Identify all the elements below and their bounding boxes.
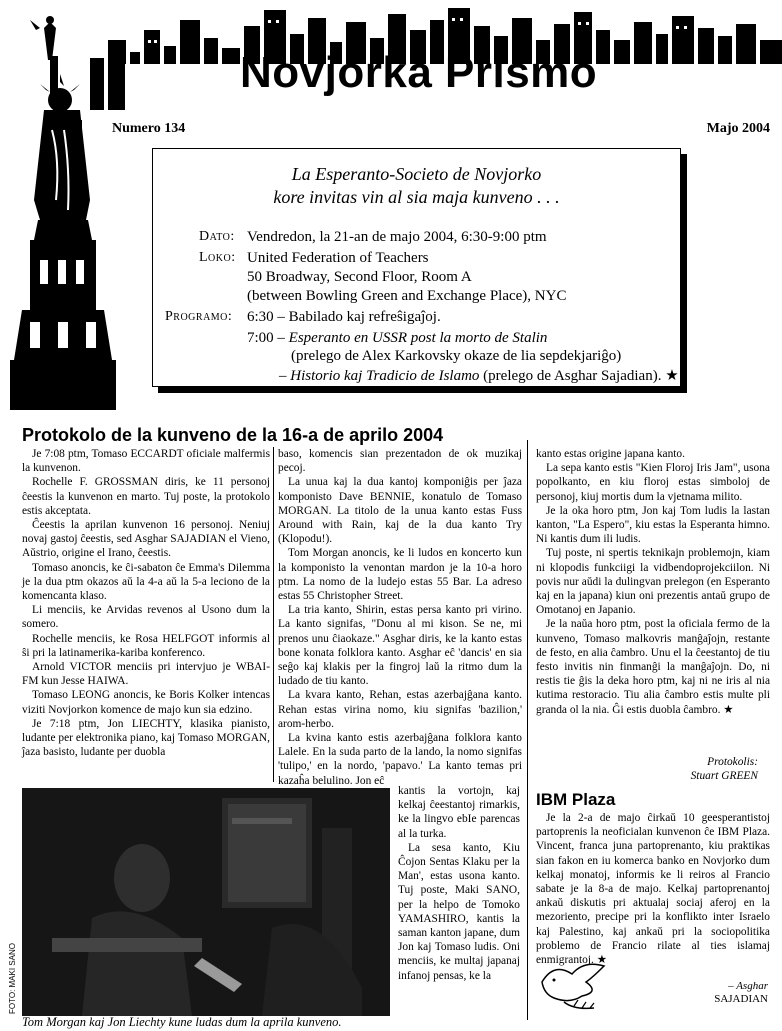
- dove-icon: [534, 952, 614, 1018]
- program-2-title: – Esperanto en USSR post la morto de Stalin: [277, 330, 548, 346]
- article-column-2-continued: [398, 784, 520, 983]
- concert-photo: [22, 788, 390, 1016]
- program-item-2: [247, 329, 547, 348]
- paragraph: Je la oka horo ptm, Jon kaj Tom ludis la lastan kanton, "La Espero", kiu estas la Esperanta himno. Ni kantis dum ili ludis.: [536, 504, 770, 546]
- paragraph: Je la 2-a de majo ĉirkaŭ 10 geesperantistoj partoprenis la neoficialan kunvenon ĉe IBM Plaza. Vincent, franca juna partoprenanto, kiu praktikas sian fakon en iu komerca banko en Novjorko dum kelkaj monatoj, informis ke li reiros al Francio sabate je la 8-a de majo. Kelkaj partoprenantoj ankaŭ diskutis pri aktualaj sociaj aferoj en la mezoriento, precipe pri la konflikto inter Israelo kaj Palestino, kaj ankaŭ pri la sociopolitika problemo de Francio rilate al ties islamaj enmigrantoj. ★: [536, 812, 770, 967]
- loko-line-1: United Federation of Teachers: [247, 250, 429, 266]
- paragraph: kanto estas origine japana kanto.: [536, 448, 685, 460]
- article-headline: Protokolo de la kunveno de la 16-a de aprilo 2004: [22, 425, 444, 445]
- dato-value: Vendredon, la 21-an de majo 2004, 6:30-9:00 ptm: [247, 229, 547, 245]
- ibm-author: [640, 980, 768, 1006]
- program-item-3: [279, 367, 679, 386]
- statue-of-liberty-illustration: [0, 0, 125, 410]
- issue-date: Majo 2004: [706, 121, 770, 136]
- signoff-name: Stuart GREEN: [690, 770, 758, 782]
- article-column-3: [536, 447, 770, 717]
- star-icon: ★: [36, 27, 44, 36]
- program-1-text: – Babilado kaj refreŝigaĵoj.: [277, 309, 441, 325]
- paragraph: Tomaso LEONG anoncis, ke Boris Kolker intencas viziti Novjorkon komence de majo kun sia edzino.: [22, 689, 270, 716]
- invite-line-2: kore invitas vin al sia maja kunveno . . .: [273, 187, 560, 207]
- program-3-title: – Historio kaj Tradicio de Islamo: [279, 368, 480, 384]
- program-item-1: [247, 308, 441, 327]
- paragraph: Ĉeestis la aprilan kunvenon 16 personoj. Neniuj novaj gastoj ĉeestis, sed Asghar SAJADIAN el Vieno, Aŭstrio, origine el Irano, ĉeestis.: [22, 519, 270, 560]
- program-2-time: 7:00: [247, 330, 274, 346]
- paragraph: Tuj poste, ni spertis teknikajn problemojn, kiam ni klopodis funkciigi la vidbendoprojekciilon. Ni povis nur aŭdi la dulingvan prelegon (en Esperanto kaj en la japana) kiun oni prezentis antaŭ grupo de Omotanoj en Japanio.: [536, 547, 770, 617]
- paragraph: Li menciis, ke Arvidas revenos al Usono dum la somero.: [22, 604, 270, 631]
- column-divider: [273, 447, 274, 782]
- paragraph: Tom Morgan anoncis, ke li ludos en koncerto kun la komponisto la venontan mardon je la 10-a horo ptm. La nomo de la ludejo estas 55 Bar. La adreso estas 55 Christopher Street.: [278, 547, 522, 603]
- paragraph: Je la naŭa horo ptm, post la oficiala fermo de la kunveno, Tomaso malkovris manĝaĵojn, restante de festo, en alia ĉambro. Unu el la ĉeestantoj de tiu festo invitis nin finmanĝi la manĝaĵojn. Do, ni restis tie ĝis la deka horo ptm, kaj ni ne iris al nia kutima restoracio. Tiu alia ĉambro estis multe pli granda ol la nia. Ĝi estis duobla ĉambro. ★: [536, 618, 770, 716]
- paragraph: La kvina kanto estis azerbajĝana folklora kanto Lalele. En la suda parto de la lando, la nomo signifas 'tulipo,' en la nordo, 'papavo.' La kanto temas pri kazaĥa belulino. Jon eĉ: [278, 732, 522, 787]
- paragraph: Je 7:18 ptm, Jon LIECHTY, klasika pianisto, ludante per elektronika piano, kaj Tomaso MORGAN, ĵaza basisto, ludante per duobla: [22, 717, 270, 759]
- paragraph: La kvara kanto, Rehan, estas azerbajĝana kanto. Rehan estas virina nomo, kiu signifas 'bazilion,' arom-herbo.: [278, 689, 522, 730]
- paragraph: Je 7:08 ptm, Tomaso ECCARDT oficiale malfermis la kunvenon.: [22, 448, 270, 475]
- paragraph: La tria kanto, Shirin, estas persa kanto pri virino. La kanto signifas, "Donu al mi kison. Se ne, mi prenos unu ĉiaokaze." Asghar diris, ke la kanto estas bone konata folklora kanto. Asghar eĉ 'dancis' en sia seĝo kaj klakis per la fingroj laŭ la ritmo dum la ludado de tiu kanto.: [278, 604, 522, 688]
- paragraph: La sepa kanto estis "Kien Floroj Iris Jam", usona popolkanto, en kiu floroj estas simboloj de personoj, kiuj mortis dum la vjetnama milito.: [536, 462, 770, 503]
- ibm-plaza-headline: IBM Plaza: [536, 790, 616, 809]
- photo-image: [22, 788, 390, 1016]
- paragraph: Tomaso anoncis, ke ĉi-sabaton ĉe Emma's Dilemma je la dua ptm okazos aŭ la 4-a aŭ la 5-a leciono de la komencanta klaso.: [22, 561, 270, 603]
- loko-label: Loko:: [199, 250, 236, 265]
- program-3-subtitle: (prelego de Asghar Sajadian). ★: [479, 368, 679, 384]
- programo-label: Programo:: [165, 309, 233, 324]
- paragraph: La sesa kanto, Kiu Ĉojon Sentas Klaku per la Man', estas usona kanto. Tuj poste, Maki SANO, per la helpo de Tomoko YAMASHIRO, kantis la saman kanton japane, dum Jon kaj Tomaso ludis. Oni menciis, ke multaj japanaj infanoj pensas, ke la: [398, 841, 520, 982]
- loko-line-2: 50 Broadway, Second Floor, Room A: [247, 269, 472, 285]
- dato-label: Dato:: [199, 229, 235, 244]
- column-divider: [527, 440, 528, 1020]
- author-name: SAJADIAN: [714, 993, 768, 1005]
- paragraph: Arnold VICTOR menciis pri intervjuo je WBAI-FM kun Jesse HAIWA.: [22, 661, 270, 688]
- paragraph: La unua kaj la dua kantoj komponiĝis per ĵaza komponisto Dave BENNIE, konatulo de Tomaso MORGAN. La titolo de la unua kanto estas Fuss Around with Rain, kaj de la dua kanto Try (Klopodu!).: [278, 476, 522, 546]
- newsletter-title: Novjorka Prismo: [240, 48, 598, 97]
- paragraph: baso, komencis sian prezentadon de ok muzikaj pecoj.: [278, 448, 522, 475]
- meeting-invitation-box: [152, 148, 681, 387]
- invite-line-1: La Esperanto-Societo de Novjorko: [291, 164, 542, 184]
- author-dash: – Asghar: [728, 980, 768, 992]
- article-column-1: [22, 447, 270, 759]
- article-signoff: [536, 755, 758, 783]
- article-column-2: [278, 447, 522, 788]
- photo-credit: FOTO: MAKI SANO: [8, 943, 17, 1014]
- ibm-plaza-text: [536, 811, 770, 967]
- issue-number: Numero 134: [112, 121, 186, 136]
- photo-caption: Tom Morgan kaj Jon Liechty kune ludas dum la aprila kunveno.: [22, 1015, 342, 1029]
- program-2-subtitle: (prelego de Alex Karkovsky okaze de lia sepdekjariĝo): [291, 348, 622, 364]
- signoff-label: Protokolis:: [707, 756, 758, 768]
- program-1-time: 6:30: [247, 309, 274, 325]
- loko-line-3: (between Bowling Green and Exchange Place), NYC: [247, 288, 567, 304]
- paragraph: Rochelle menciis, ke Rosa HELFGOT informis al ŝi pri la latinamerika-kariba konferenco.: [22, 632, 270, 659]
- paragraph: kantis la vortojn, kaj kelkaj ĉeestantoj rimarkis, ke la lingvo ebIe parencas al la turka.: [398, 785, 520, 840]
- paragraph: Rochelle F. GROSSMAN diris, ke 11 personoj ĉeestis la kunvenon en marto. Tuj poste, la protokolo estis akceptata.: [22, 476, 270, 517]
